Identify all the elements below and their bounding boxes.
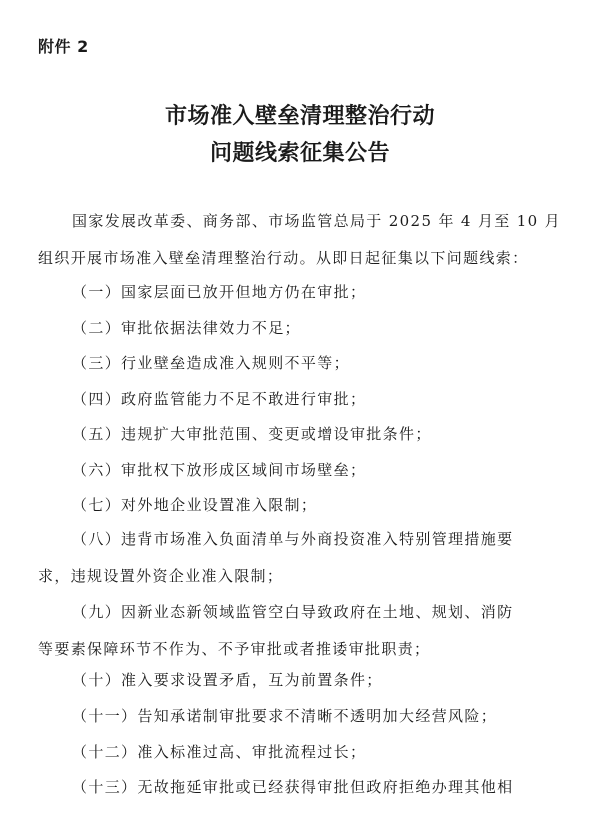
list-item-13: （十三）无故拖延审批或已经获得审批但政府拒绝办理其他相	[72, 778, 514, 796]
list-item-11: （十一）告知承诺制审批要求不清晰不透明加大经营风险；	[72, 707, 498, 725]
list-item-1: （一）国家层面已放开但地方仍在审批；	[72, 283, 367, 301]
intro-paragraph	[38, 203, 562, 277]
list-item-4: （四）政府监管能力不足不敢进行审批；	[72, 390, 367, 408]
title-line-1: 市场准入壁垒清理整治行动	[164, 104, 435, 129]
list-item-12: （十二）准入标准过高、审批流程过长；	[72, 743, 367, 761]
intro-line-2: 组织开展市场准入壁垒清理整治行动。从即日起征集以下问题线索：	[38, 249, 529, 267]
list-item-2: （二）审批依据法律效力不足；	[72, 319, 301, 337]
list-item-5: （五）违规扩大审批范围、变更或增设审批条件；	[72, 425, 432, 443]
list-item-9	[38, 594, 562, 668]
list-item-6: （六）审批权下放形成区域间市场壁垒；	[72, 461, 367, 479]
list-item-9-line-2: 等要素保障环节不作为、不予审批或者推诿审批职责；	[38, 640, 431, 658]
list-item-8-line-1: （八）违背市场准入负面清单与外商投资准入特别管理措施要	[72, 530, 514, 548]
intro-line-1: 国家发展改革委、商务部、市场监管总局于 2025 年 4 月至 10 月	[72, 212, 562, 230]
list-item-8	[38, 521, 562, 595]
list-item-10: （十）准入要求设置矛盾，互为前置条件；	[72, 671, 383, 689]
list-item-8-line-2: 求，违规设置外资企业准入限制；	[38, 567, 284, 585]
list-item-7: （七）对外地企业设置准入限制；	[72, 496, 318, 514]
list-item-3: （三）行业壁垒造成准入规则不平等；	[72, 354, 350, 372]
title-line-2: 问题线索征集公告	[209, 141, 390, 166]
list-item-9-line-1: （九）因新业态新领域监管空白导致政府在土地、规划、消防	[72, 603, 514, 621]
annex-label: 附件 2	[38, 37, 89, 56]
